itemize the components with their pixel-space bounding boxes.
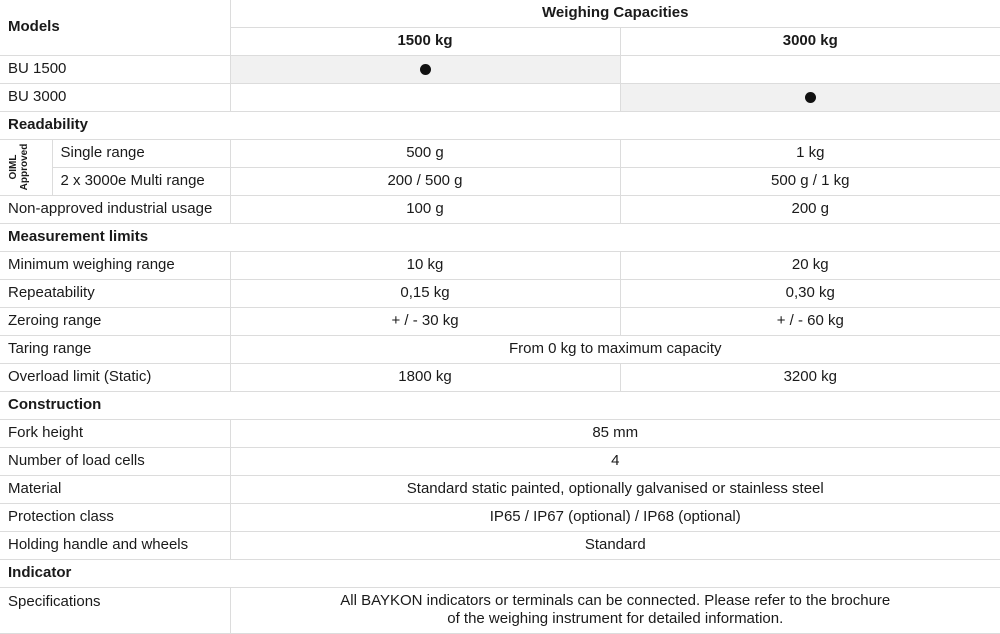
bullet-icon [420,64,431,75]
single-range-3000: 1 kg [620,139,1000,167]
specifications-line-2: of the weighing instrument for detailed information. [231,610,1000,628]
overload-1500: 1800 kg [230,363,620,391]
handle-label: Holding handle and wheels [0,531,230,559]
overload-row [0,363,1000,391]
zeroing-row [0,307,1000,335]
model-bu3000-cap1-cell [230,83,620,111]
fork-height-row [0,419,1000,447]
specifications-value [230,587,1000,633]
multi-range-row [0,167,1000,195]
weighing-capacities-header: Weighing Capacities [230,0,1000,27]
specifications-row [0,587,1000,633]
readability-section-title: Readability [0,111,1000,139]
taring-value: From 0 kg to maximum capacity [230,335,1000,363]
capacity-1500-header: 1500 kg [230,27,620,55]
model-bu1500-cap1-cell [230,55,620,83]
handle-row [0,531,1000,559]
oiml-approved-badge [0,139,52,195]
non-approved-row [0,195,1000,223]
repeatability-3000: 0,30 kg [620,279,1000,307]
load-cells-row [0,447,1000,475]
single-range-1500: 500 g [230,139,620,167]
single-range-row [0,139,1000,167]
capacity-3000-header: 3000 kg [620,27,1000,55]
construction-section-title: Construction [0,391,1000,419]
non-approved-label: Non-approved industrial usage [0,195,230,223]
protection-label: Protection class [0,503,230,531]
model-row-bu1500 [0,55,1000,83]
construction-section-row [0,391,1000,419]
multi-range-label: 2 x 3000e Multi range [52,167,230,195]
zeroing-1500: + / - 30 kg [230,307,620,335]
model-name: BU 3000 [0,83,230,111]
taring-row [0,335,1000,363]
specifications-label: Specifications [0,587,230,633]
indicator-section-title: Indicator [0,559,1000,587]
model-row-bu3000 [0,83,1000,111]
measurement-section-title: Measurement limits [0,223,1000,251]
material-row [0,475,1000,503]
handle-value: Standard [230,531,1000,559]
protection-value: IP65 / IP67 (optional) / IP68 (optional) [230,503,1000,531]
measurement-section-row [0,223,1000,251]
load-cells-label: Number of load cells [0,447,230,475]
multi-range-1500: 200 / 500 g [230,167,620,195]
repeatability-label: Repeatability [0,279,230,307]
oiml-label: OIML [8,144,19,191]
zeroing-3000: + / - 60 kg [620,307,1000,335]
non-approved-3000: 200 g [620,195,1000,223]
zeroing-label: Zeroing range [0,307,230,335]
overload-3000: 3200 kg [620,363,1000,391]
material-value: Standard static painted, optionally galvanised or stainless steel [230,475,1000,503]
header-row [0,0,1000,27]
taring-label: Taring range [0,335,230,363]
protection-row [0,503,1000,531]
non-approved-1500: 100 g [230,195,620,223]
fork-height-value: 85 mm [230,419,1000,447]
models-header: Models [0,0,230,55]
fork-height-label: Fork height [0,419,230,447]
multi-range-3000: 500 g / 1 kg [620,167,1000,195]
repeatability-1500: 0,15 kg [230,279,620,307]
load-cells-value: 4 [230,447,1000,475]
overload-label: Overload limit (Static) [0,363,230,391]
min-weighing-3000: 20 kg [620,251,1000,279]
min-weighing-1500: 10 kg [230,251,620,279]
min-weighing-label: Minimum weighing range [0,251,230,279]
specifications-line-1: All BAYKON indicators or terminals can be connected. Please refer to the brochure [231,592,1000,610]
readability-section-row [0,111,1000,139]
min-weighing-row [0,251,1000,279]
approved-label: Approved [19,144,30,191]
model-bu1500-cap2-cell [620,55,1000,83]
repeatability-row [0,279,1000,307]
model-name: BU 1500 [0,55,230,83]
bullet-icon [805,92,816,103]
indicator-section-row [0,559,1000,587]
material-label: Material [0,475,230,503]
single-range-label: Single range [52,139,230,167]
model-bu3000-cap2-cell [620,83,1000,111]
